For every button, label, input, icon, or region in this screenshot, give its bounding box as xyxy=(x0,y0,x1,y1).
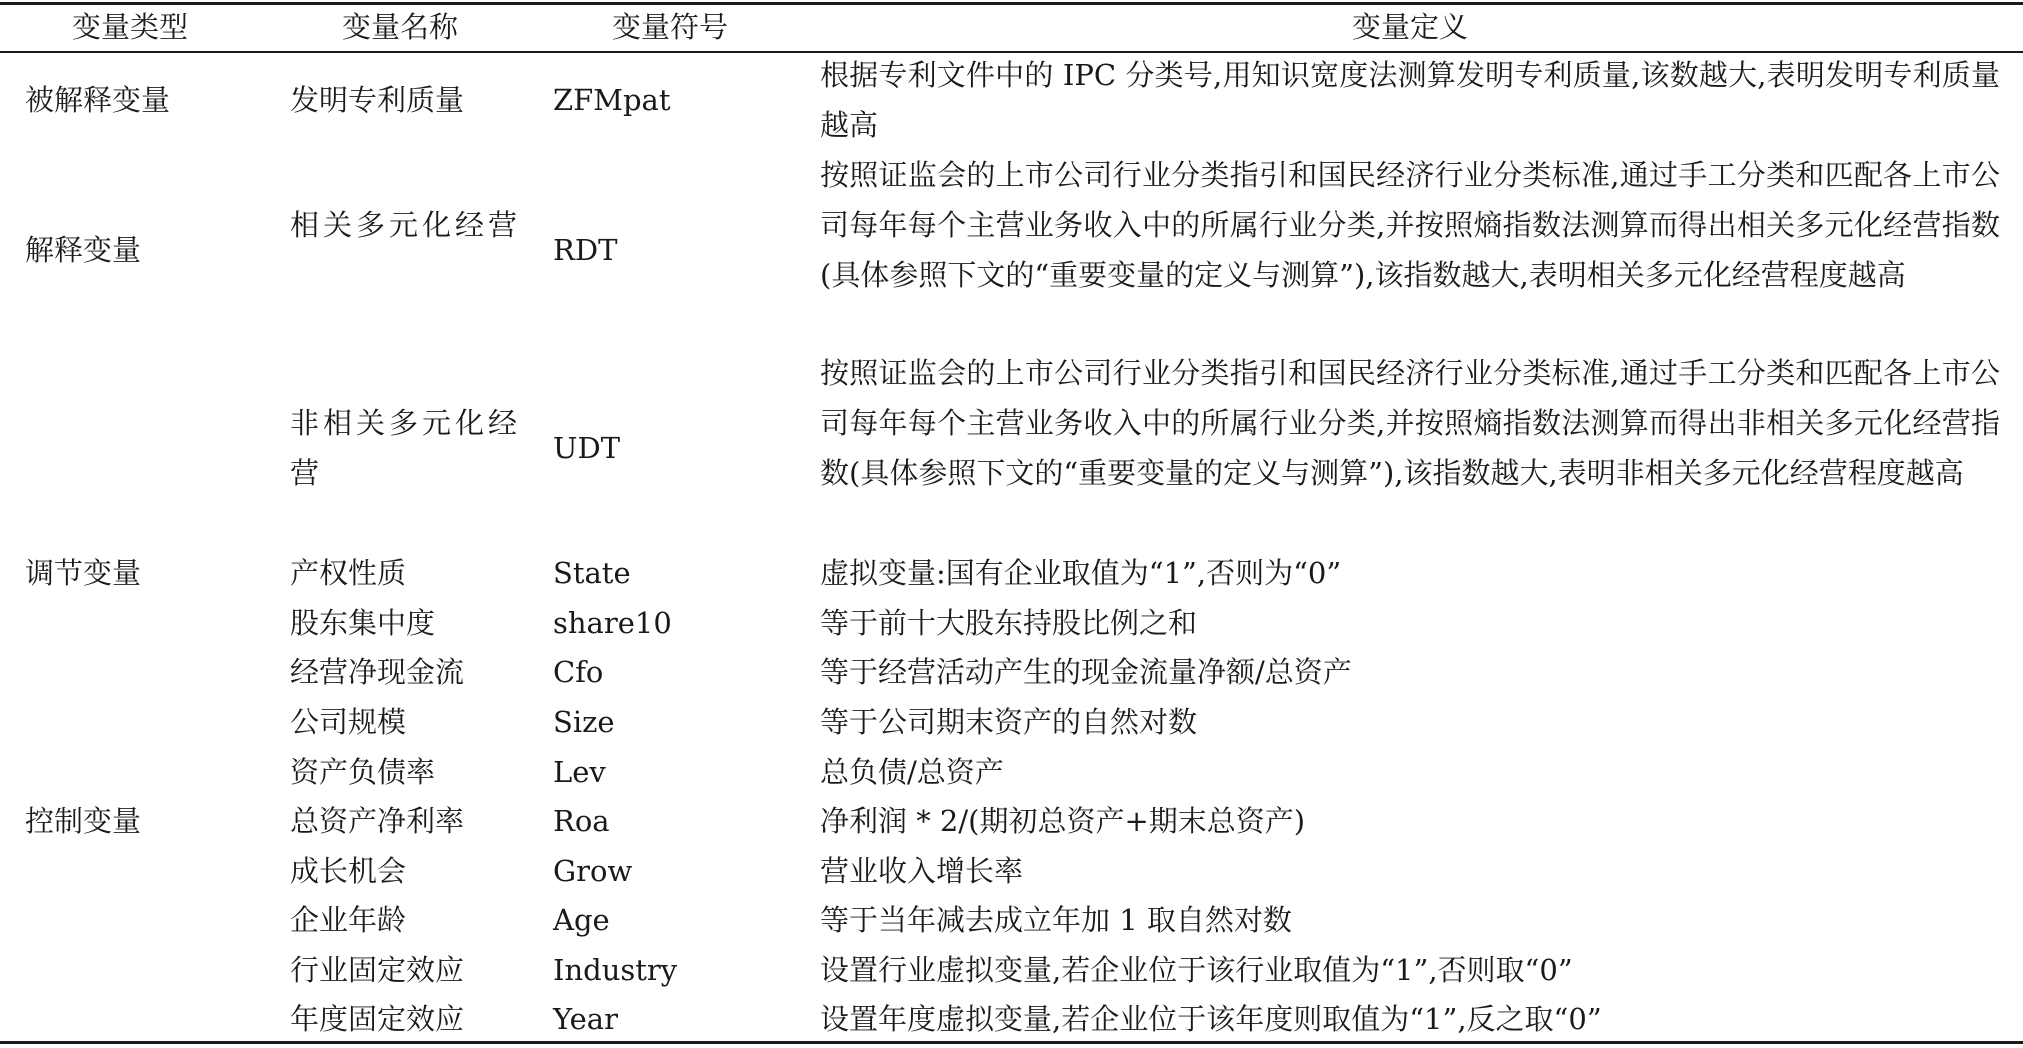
cell-symbol: Grow xyxy=(553,854,633,888)
cell-definition: 等于前十大股东持股比例之和 xyxy=(820,606,1198,640)
cell-name: 非相关多元化经营 xyxy=(290,406,522,490)
cell-symbol: Lev xyxy=(553,755,606,789)
cell-name: 总资产净利率 xyxy=(290,804,465,838)
cell-symbol: State xyxy=(553,556,631,590)
cell-name: 相关多元化经营 xyxy=(290,208,522,242)
cell-name: 行业固定效应 xyxy=(290,953,465,987)
cell-definition: 净利润 * 2/(期初总资产+期末总资产) xyxy=(820,804,1306,838)
cell-definition: 等于公司期末资产的自然对数 xyxy=(820,705,1198,739)
cell-symbol: UDT xyxy=(553,431,621,465)
cell-symbol: Cfo xyxy=(553,655,604,689)
cell-definition: 等于当年减去成立年加 1 取自然对数 xyxy=(820,903,1292,937)
cell-symbol: Size xyxy=(553,705,615,739)
cell-name: 年度固定效应 xyxy=(290,1002,465,1036)
cell-name: 资产负债率 xyxy=(290,755,436,789)
cell-symbol: Roa xyxy=(553,804,610,838)
cell-symbol: Industry xyxy=(553,953,678,987)
cell-definition: 等于经营活动产生的现金流量净额/总资产 xyxy=(820,655,1352,689)
cell-symbol: share10 xyxy=(553,606,672,640)
cell-name: 企业年龄 xyxy=(290,903,407,937)
cell-definition: 按照证监会的上市公司行业分类指引和国民经济行业分类标准,通过手工分类和匹配各上市公司每年每个主营业务收入中的所属行业分类,并按照熵指数法测算而得出相关多元化经营指数(具体参照下文的“重要变量的定义与测算”),该指数越大,表明相关多元化经营程度越高 xyxy=(820,158,2000,292)
cell-definition: 设置行业虚拟变量,若企业位于该行业取值为“1”,否则取“0” xyxy=(820,953,1573,987)
header-definition: 变量定义 xyxy=(1351,10,1468,44)
cell-symbol: RDT xyxy=(553,233,618,267)
cell-name: 公司规模 xyxy=(290,705,407,739)
cell-definition: 总负债/总资产 xyxy=(820,755,1004,789)
cell-definition: 设置年度虚拟变量,若企业位于该年度则取值为“1”,反之取“0” xyxy=(820,1002,1602,1036)
cell-name: 发明专利质量 xyxy=(290,83,465,117)
table-bottom-rule xyxy=(0,1041,2023,1044)
cell-name: 产权性质 xyxy=(290,556,407,590)
cell-definition: 按照证监会的上市公司行业分类指引和国民经济行业分类标准,通过手工分类和匹配各上市公司每年每个主营业务收入中的所属行业分类,并按照熵指数法测算而得出非相关多元化经营指数(具体参照下文的“重要变量的定义与测算”),该指数越大,表明非相关多元化经营程度越高 xyxy=(820,356,2000,490)
cell-type: 被解释变量 xyxy=(25,83,171,117)
header-type: 变量类型 xyxy=(71,10,188,44)
cell-symbol: Year xyxy=(553,1002,618,1036)
cell-symbol: Age xyxy=(553,903,610,937)
cell-name: 经营净现金流 xyxy=(290,655,465,689)
cell-definition: 根据专利文件中的 IPC 分类号,用知识宽度法测算发明专利质量,该数越大,表明发明专利质量越高 xyxy=(820,58,2000,142)
cell-symbol: ZFMpat xyxy=(553,83,671,117)
cell-type: 解释变量 xyxy=(25,233,142,267)
cell-definition: 虚拟变量:国有企业取值为“1”,否则为“0” xyxy=(820,556,1342,590)
header-symbol: 变量符号 xyxy=(611,10,728,44)
cell-type: 调节变量 xyxy=(25,556,142,590)
header-name: 变量名称 xyxy=(341,10,458,44)
cell-type: 控制变量 xyxy=(25,804,142,838)
cell-name: 股东集中度 xyxy=(290,606,436,640)
cell-name: 成长机会 xyxy=(290,854,407,888)
cell-definition: 营业收入增长率 xyxy=(820,854,1024,888)
